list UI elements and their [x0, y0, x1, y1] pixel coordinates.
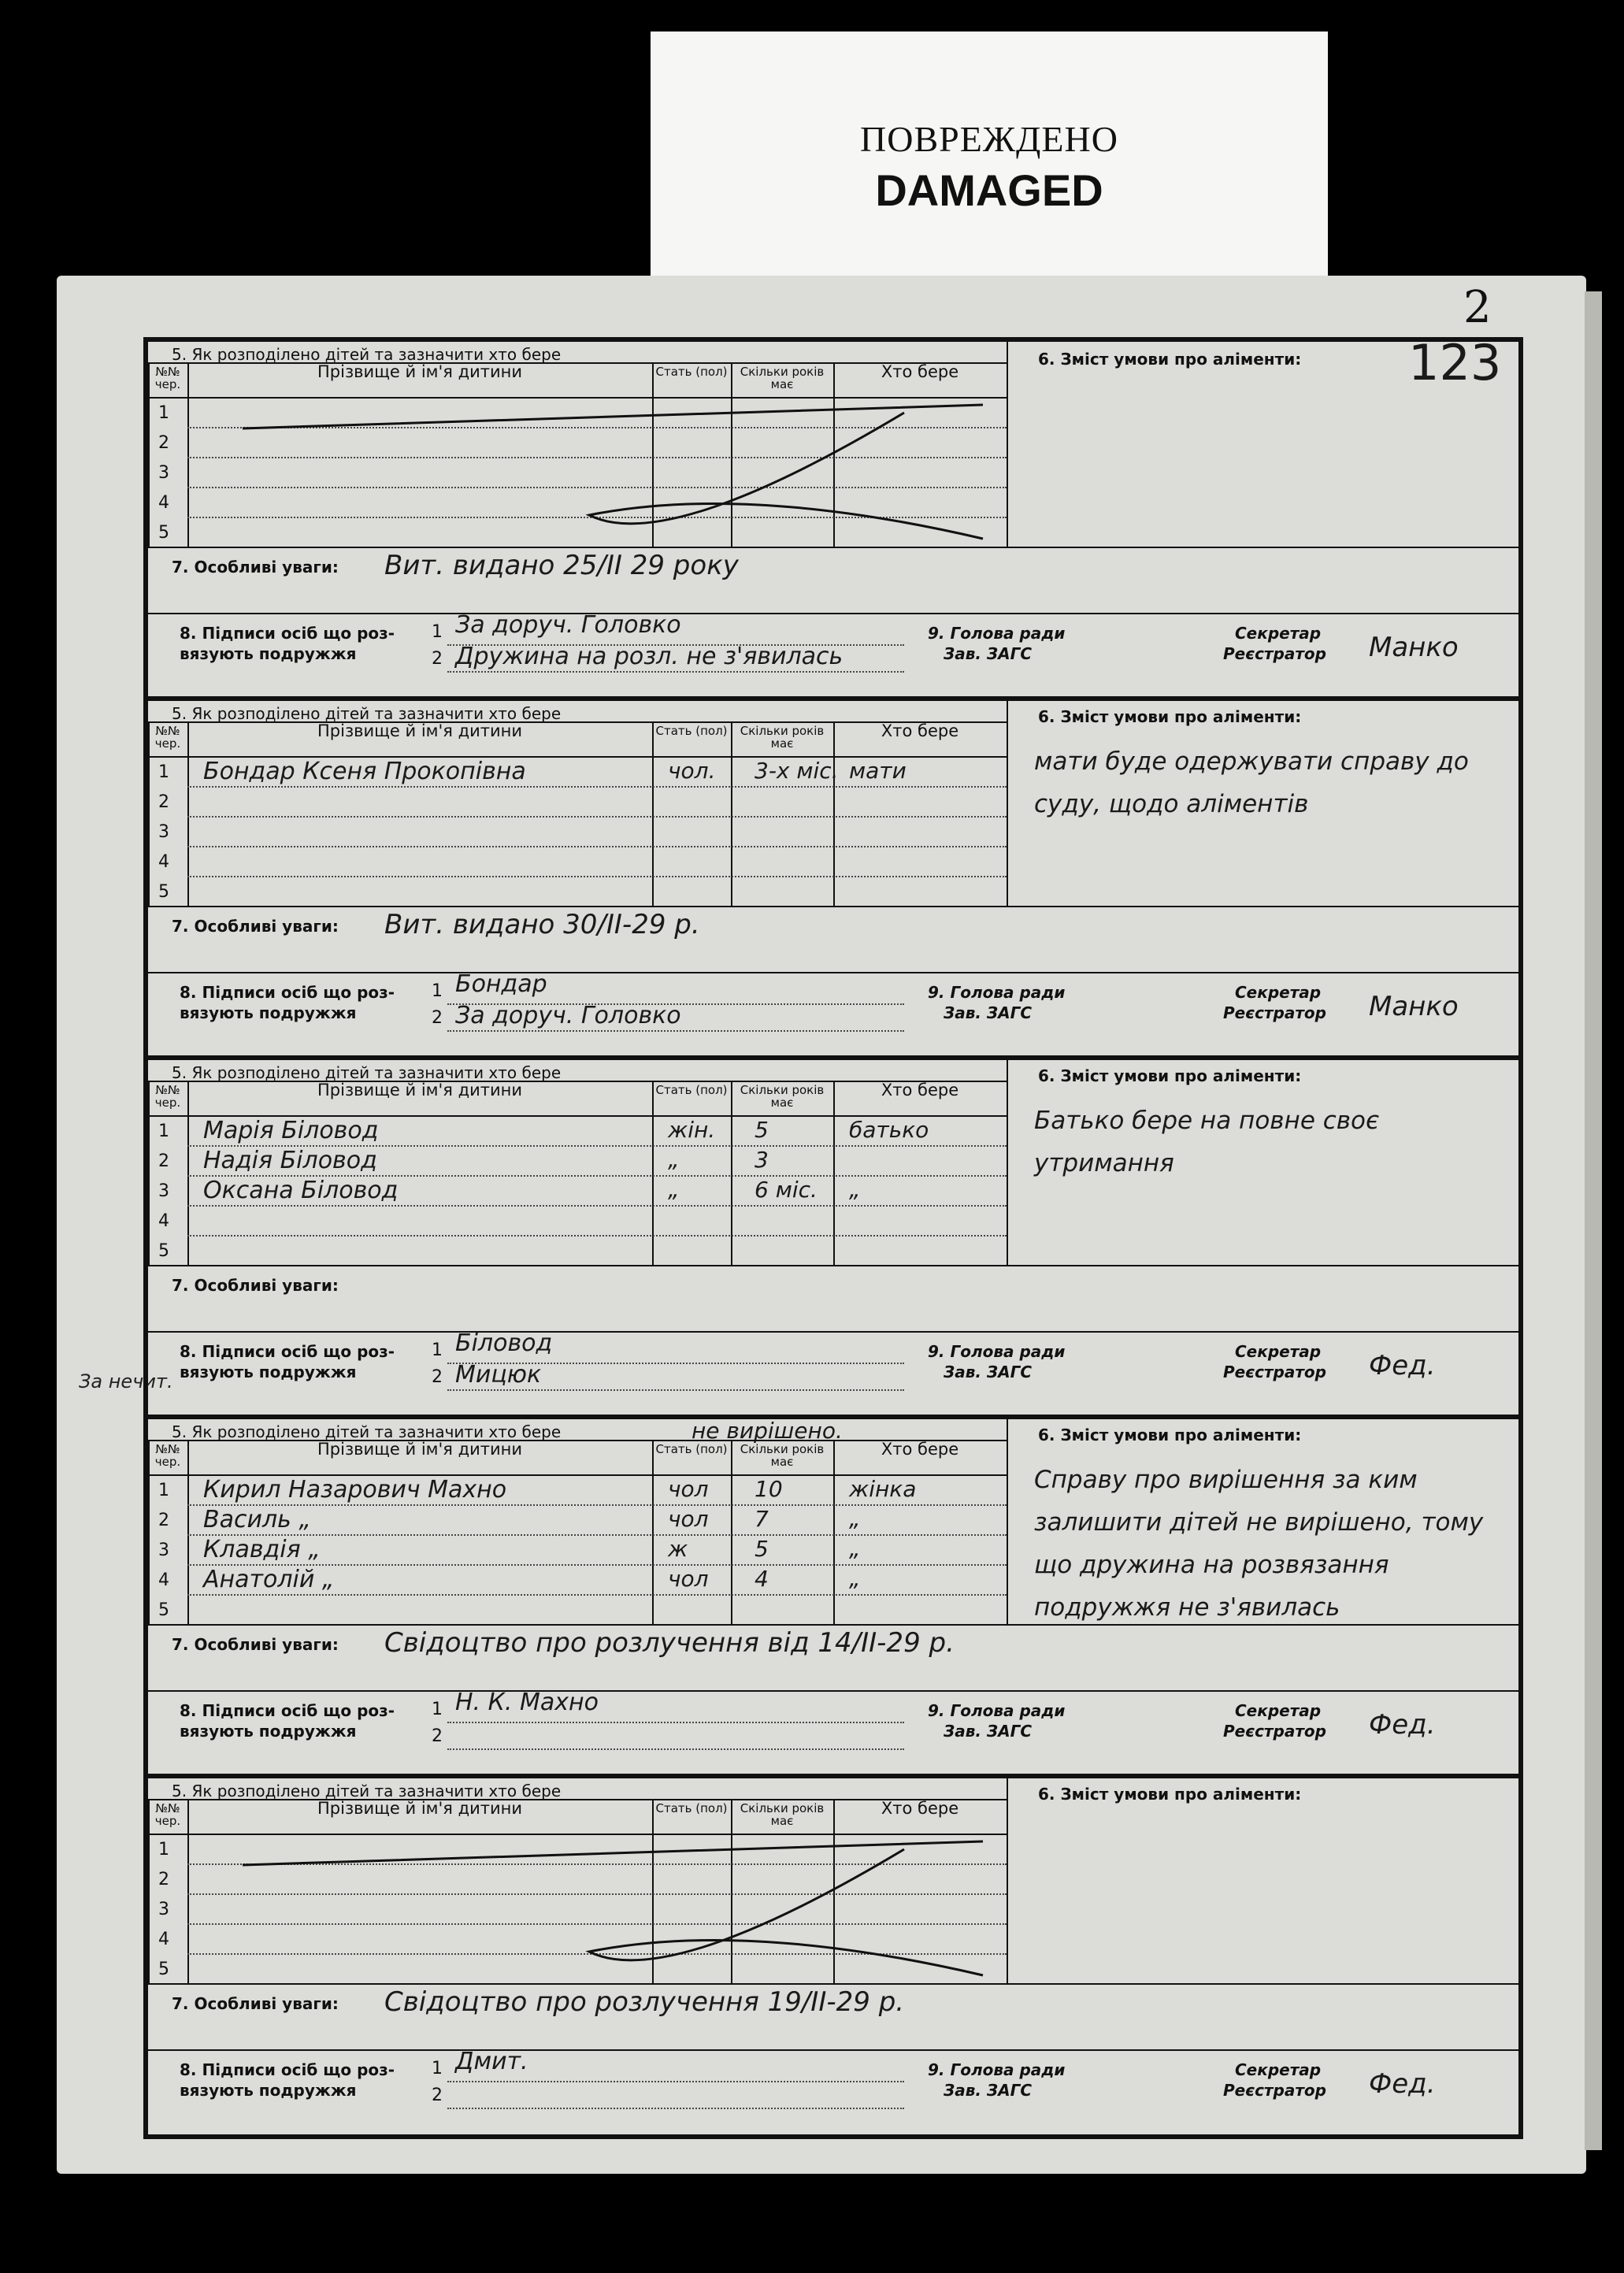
child-who: „: [849, 1566, 861, 1592]
table-col-header: Стать (пол): [655, 724, 728, 738]
head-label-2: Зав. ЗАГС: [944, 1363, 1033, 1381]
child-age: 5: [755, 1117, 769, 1143]
row-number: 3: [158, 1900, 169, 1919]
child-sex: ж: [668, 1536, 688, 1562]
child-sex: „: [668, 1147, 680, 1173]
signature-1: Біловод: [455, 1329, 553, 1357]
table-col-line: [187, 362, 189, 547]
table-col-header: №№ чер.: [154, 1801, 181, 1828]
head-label-2: Зав. ЗАГС: [944, 2081, 1033, 2100]
table-col-header: №№ чер.: [154, 724, 181, 751]
sign-rule-2: [447, 1748, 904, 1750]
children-header: 5. Як розподілено дітей та зазначити хто бере: [172, 345, 562, 364]
notes-text: Свідоцтво про розлучення 19/ІІ-29 р.: [384, 1986, 905, 2018]
signature-top-line: [148, 2049, 1518, 2051]
sign-rule-2: [447, 671, 904, 673]
table-col-line: [187, 1081, 189, 1265]
child-sex: чол.: [668, 758, 716, 784]
signature-2: Дружина на розл. не з'явилась: [455, 643, 844, 670]
form-block: [148, 1055, 1518, 1419]
table-top-line: [148, 362, 1007, 364]
registrar-label: Реєстратор: [1223, 644, 1326, 663]
child-age: 4: [755, 1566, 769, 1592]
sign-num-1: 1: [432, 981, 443, 1001]
registrar-label: Реєстратор: [1223, 1722, 1326, 1741]
signature-label-1: 8. Підписи осіб що роз-: [180, 1342, 395, 1361]
form-block: [148, 334, 1518, 701]
child-name: Надія Біловод: [203, 1147, 377, 1174]
head-label-1: 9. Голова ради: [928, 1342, 1066, 1361]
head-label-1: 9. Голова ради: [928, 1701, 1066, 1720]
sign-rule-2: [447, 1030, 904, 1032]
row-number: 1: [158, 1122, 169, 1141]
row-rule: [187, 1594, 1007, 1596]
table-col-header: №№ чер.: [154, 1083, 181, 1110]
secretary-label: Секретар: [1235, 1342, 1322, 1361]
table-col-header: Хто бере: [881, 1799, 959, 1818]
signature-top-line: [148, 1690, 1518, 1692]
child-age: 3-х міс.: [755, 758, 839, 784]
table-col-header: Скільки років має: [740, 365, 825, 391]
table-col-header: №№ чер.: [154, 1442, 181, 1469]
table-col-line: [187, 721, 189, 906]
signature-label-1: 8. Підписи осіб що роз-: [180, 983, 395, 1002]
secretary-label: Секретар: [1235, 624, 1322, 643]
alimony-text: мати буде одержувати справу до суду, щодо аліментів: [1034, 747, 1469, 818]
alimony-label: 6. Зміст умови про аліменти:: [1038, 350, 1302, 369]
strike-through-mark: [195, 1834, 1062, 2038]
stamp-line-1: ПОВРЕЖДЕНО: [860, 119, 1118, 159]
child-who: „: [849, 1536, 861, 1562]
row-number: 1: [158, 403, 169, 423]
table-top-line: [148, 1799, 1007, 1800]
sign-num-2: 2: [432, 649, 443, 669]
signature-2: Мицюк: [455, 1361, 542, 1389]
row-number: 2: [158, 1870, 169, 1889]
signature-1: Н. К. Махно: [455, 1689, 599, 1716]
secretary-label: Секретар: [1235, 1701, 1322, 1720]
sign-rule-1: [447, 1722, 904, 1723]
head-label-2: Зав. ЗАГС: [944, 1722, 1033, 1741]
sign-num-1: 1: [432, 1340, 443, 1360]
row-number: 3: [158, 1541, 169, 1560]
secretary-label: Секретар: [1235, 983, 1322, 1002]
row-rule: [187, 1205, 1007, 1207]
table-col-header: Хто бере: [881, 362, 959, 381]
signature-label-1: 8. Підписи осіб що роз-: [180, 624, 395, 643]
child-age: 6 міс.: [755, 1177, 818, 1203]
stamp-line-2: DAMAGED: [875, 165, 1103, 215]
head-label-1: 9. Голова ради: [928, 2060, 1066, 2079]
row-rule: [187, 1235, 1007, 1237]
row-number: 3: [158, 822, 169, 842]
signature-label-2: вязують подружжя: [180, 1003, 357, 1022]
form-block: [148, 696, 1518, 1060]
table-col-header: Прізвище й ім'я дитини: [317, 1440, 523, 1459]
alimony-text: Батько бере на повне своє утримання: [1034, 1107, 1380, 1177]
signature-2: За доруч. Головко: [455, 1002, 681, 1029]
form-block: [148, 1415, 1518, 1778]
signature-label-2: вязують подружжя: [180, 2081, 357, 2100]
alimony-divider: [1007, 701, 1008, 906]
registrar-signature: Фед.: [1369, 2068, 1436, 2100]
table-col-header: Хто бере: [881, 1081, 959, 1099]
table-top-line: [148, 721, 1007, 723]
table-col-header: Стать (пол): [655, 365, 728, 379]
table-col-line: [187, 1799, 189, 1983]
notes-top-line: [148, 1265, 1518, 1266]
alimony-divider: [1007, 1419, 1008, 1624]
record-number: 123: [1408, 334, 1502, 391]
registrar-signature: Фед.: [1369, 1350, 1436, 1381]
child-age: 3: [755, 1147, 769, 1173]
table-col-header: Прізвище й ім'я дитини: [317, 1799, 523, 1818]
row-number: 2: [158, 1151, 169, 1171]
signature-top-line: [148, 1331, 1518, 1333]
child-name: Клавдія „: [203, 1536, 321, 1563]
alimony-label: 6. Зміст умови про аліменти:: [1038, 707, 1302, 726]
table-top-line: [148, 1081, 1007, 1082]
child-name: Кирил Назарович Махно: [203, 1476, 507, 1504]
table-col-header: Скільки років має: [740, 724, 825, 751]
child-sex: чол: [668, 1476, 709, 1502]
table-col-header: Скільки років має: [740, 1083, 825, 1110]
notes-text: Свідоцтво про розлучення від 14/ІІ-29 р.: [384, 1627, 955, 1659]
table-col-line: [652, 1440, 654, 1624]
table-col-header: Хто бере: [881, 1440, 959, 1459]
table-col-header: Прізвище й ім'я дитини: [317, 1081, 523, 1099]
child-who: батько: [849, 1117, 929, 1143]
row-number: 2: [158, 792, 169, 812]
alimony-label: 6. Зміст умови про аліменти:: [1038, 1066, 1302, 1085]
row-number: 3: [158, 1181, 169, 1201]
head-label-2: Зав. ЗАГС: [944, 1003, 1033, 1022]
strike-through-mark: [195, 397, 1062, 602]
table-col-line: [187, 1440, 189, 1624]
signature-top-line: [148, 613, 1518, 614]
row-number: 5: [158, 1960, 169, 1979]
registrar-label: Реєстратор: [1223, 1363, 1326, 1381]
child-sex: жін.: [668, 1117, 716, 1143]
notes-label: 7. Особливі уваги:: [172, 558, 339, 577]
child-who: мати: [849, 758, 907, 784]
table-col-header: Скільки років має: [740, 1442, 825, 1469]
child-name: Оксана Біловод: [203, 1177, 399, 1204]
registrar-signature: Манко: [1369, 991, 1459, 1022]
table-col-line: [652, 721, 654, 906]
row-number: 2: [158, 1511, 169, 1530]
table-col-line: [833, 1440, 835, 1624]
row-rule: [187, 846, 1007, 847]
signature-label-2: вязують подружжя: [180, 1363, 357, 1381]
sign-num-1: 1: [432, 622, 443, 642]
notes-label: 7. Особливі уваги:: [172, 1635, 339, 1654]
children-header: 5. Як розподілено дітей та зазначити хто бере: [172, 1063, 562, 1082]
sign-num-1: 1: [432, 1700, 443, 1719]
row-number: 2: [158, 433, 169, 453]
damaged-stamp: [651, 32, 1328, 276]
signature-1: Дмит.: [455, 2048, 528, 2075]
table-col-header: №№ чер.: [154, 365, 181, 391]
sign-rule-2: [447, 2108, 904, 2109]
sign-rule-2: [447, 1389, 904, 1391]
table-col-header: Хто бере: [881, 721, 959, 740]
child-age: 7: [755, 1506, 769, 1532]
child-name: Марія Біловод: [203, 1117, 379, 1144]
row-number: 4: [158, 1570, 169, 1590]
row-number: 5: [158, 523, 169, 543]
sign-num-2: 2: [432, 2086, 443, 2105]
child-who: „: [849, 1177, 861, 1203]
notes-text: Вит. видано 25/ІІ 29 року: [384, 550, 739, 581]
alimony-label: 6. Зміст умови про аліменти:: [1038, 1785, 1302, 1804]
margin-note: За нечит.: [79, 1370, 173, 1392]
table-col-header: Прізвище й ім'я дитини: [317, 721, 523, 740]
notes-top-line: [148, 1624, 1518, 1626]
head-label-1: 9. Голова ради: [928, 624, 1066, 643]
child-name: Бондар Ксеня Прокопівна: [203, 758, 526, 785]
form-frame: [143, 334, 1523, 2139]
notes-top-line: [148, 906, 1518, 907]
notes-label: 7. Особливі уваги:: [172, 1276, 339, 1295]
signature-label-2: вязують подружжя: [180, 644, 357, 663]
row-number: 4: [158, 493, 169, 513]
table-col-header: Стать (пол): [655, 1801, 728, 1815]
row-number: 5: [158, 1600, 169, 1620]
page-number: 2: [1463, 282, 1492, 333]
child-who: жінка: [849, 1476, 917, 1502]
alimony-divider: [1007, 1060, 1008, 1265]
child-who: „: [849, 1506, 861, 1532]
table-col-header: Скільки років має: [740, 1801, 825, 1828]
sign-num-2: 2: [432, 1367, 443, 1387]
table-col-line: [833, 1081, 835, 1265]
children-header: 5. Як розподілено дітей та зазначити хто бере: [172, 704, 562, 723]
child-sex: чол: [668, 1566, 709, 1592]
children-header: 5. Як розподілено дітей та зазначити хто бере: [172, 1422, 562, 1441]
signature-label-2: вязують подружжя: [180, 1722, 357, 1741]
row-number: 1: [158, 762, 169, 782]
sign-num-1: 1: [432, 2059, 443, 2078]
sign-num-2: 2: [432, 1008, 443, 1028]
alimony-label: 6. Зміст умови про аліменти:: [1038, 1426, 1302, 1444]
secretary-label: Секретар: [1235, 2060, 1322, 2079]
registrar-signature: Фед.: [1369, 1709, 1436, 1741]
row-number: 5: [158, 1241, 169, 1261]
child-sex: „: [668, 1177, 680, 1203]
signature-top-line: [148, 972, 1518, 973]
row-rule: [187, 816, 1007, 818]
row-number: 5: [158, 882, 169, 902]
row-number: 3: [158, 463, 169, 483]
notes-label: 7. Особливі уваги:: [172, 1994, 339, 2013]
signature-1: За доруч. Головко: [455, 611, 681, 639]
alimony-text: Справу про вирішення за ким залишити дітей не вирішено, тому що дружина на розвязання подружжя не з'явилась: [1034, 1466, 1484, 1622]
registrar-label: Реєстратор: [1223, 2081, 1326, 2100]
row-rule: [187, 876, 1007, 877]
head-label-1: 9. Голова ради: [928, 983, 1066, 1002]
table-col-header: Прізвище й ім'я дитини: [317, 362, 523, 381]
head-label-2: Зав. ЗАГС: [944, 644, 1033, 663]
table-col-header: Стать (пол): [655, 1442, 728, 1456]
table-top-line: [148, 1440, 1007, 1441]
children-header: 5. Як розподілено дітей та зазначити хто бере: [172, 1782, 562, 1800]
sign-rule-1: [447, 2081, 904, 2082]
child-name: Василь „: [203, 1506, 311, 1533]
row-rule: [187, 786, 1007, 788]
row-number: 4: [158, 1211, 169, 1231]
row-number: 4: [158, 852, 169, 872]
notes-text: Вит. видано 30/ІІ-29 р.: [384, 909, 700, 940]
row-number: 1: [158, 1840, 169, 1860]
signature-label-1: 8. Підписи осіб що роз-: [180, 2060, 395, 2079]
table-col-header: Стать (пол): [655, 1083, 728, 1097]
table-col-line: [652, 1081, 654, 1265]
signature-label-1: 8. Підписи осіб що роз-: [180, 1701, 395, 1720]
row-number: 4: [158, 1930, 169, 1949]
child-age: 10: [755, 1476, 783, 1502]
registrar-label: Реєстратор: [1223, 1003, 1326, 1022]
sign-num-2: 2: [432, 1726, 443, 1746]
notes-label: 7. Особливі уваги:: [172, 917, 339, 936]
signature-1: Бондар: [455, 970, 547, 998]
registrar-signature: Манко: [1369, 632, 1459, 663]
table-col-line: [833, 721, 835, 906]
child-sex: чол: [668, 1506, 709, 1532]
child-age: 5: [755, 1536, 769, 1562]
row-number: 1: [158, 1481, 169, 1500]
child-name: Анатолій „: [203, 1566, 335, 1593]
form-block: [148, 1774, 1518, 2138]
children-note: не вирішено.: [691, 1418, 843, 1444]
